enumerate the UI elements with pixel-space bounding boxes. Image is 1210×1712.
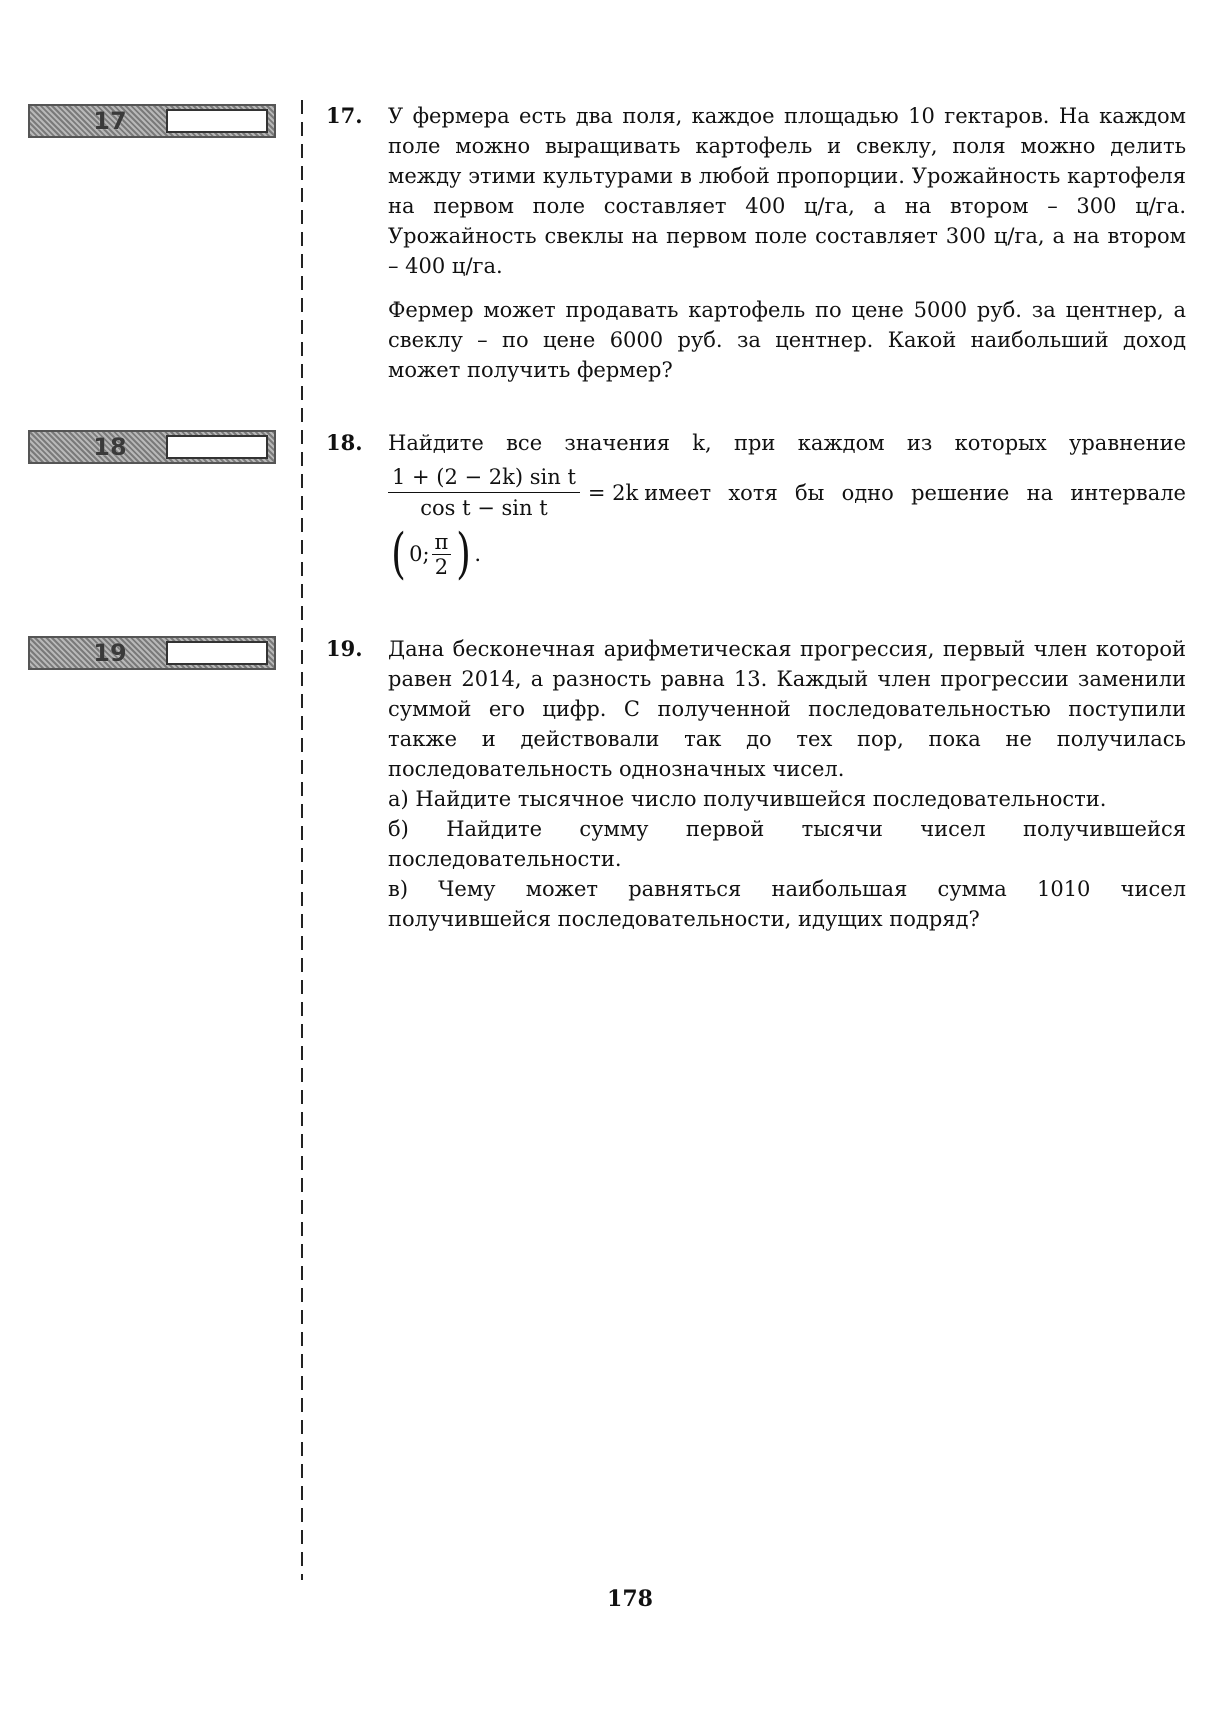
interval-end: . xyxy=(474,542,482,566)
answer-box-label: 19 xyxy=(93,639,127,667)
answer-field[interactable] xyxy=(166,109,268,133)
task-paragraph: Дана бесконечная арифметическая прогрессия, первый член которой равен 2014, а разность равна 13. Каждый член прогрессии заменили суммой его цифр. С полученной последовательностью поступили также и действовали так до тех пор, пока не получилась последовательность однозначных чисел. xyxy=(388,637,1186,781)
page-number: 178 xyxy=(607,1586,653,1612)
subtask-a: а) Найдите тысячное число получившейся последовательности. xyxy=(388,787,1107,811)
answer-box-19 xyxy=(28,636,276,670)
task-intro: Найдите все значения k, при каждом из которых уравнение xyxy=(388,431,1186,455)
dashed-cut-line xyxy=(301,100,303,1580)
task-18 xyxy=(326,428,1186,585)
subtask-c: в) Чему может равняться наибольшая сумма 1010 чисел получившейся последовательности, идущих подряд? xyxy=(388,877,1186,931)
task-17 xyxy=(326,101,1186,399)
interval-right-fraction xyxy=(432,530,452,579)
fraction-numerator: 1 + (2 − 2k) sin t xyxy=(388,464,580,493)
task-paragraph: У фермера есть два поля, каждое площадью 10 гектаров. На каждом поле можно выращивать картофель и свеклу, поля можно делить между этими культурами в любой пропорции. Урожайность картофеля на первом поле составляет 400 ц/га, а на втором – 300 ц/га. Урожайность свеклы на первом поле составляет 300 ц/га, а на втором – 400 ц/га. xyxy=(388,104,1186,278)
task-paragraph: Фермер может продавать картофель по цене 5000 руб. за центнер, а свеклу – по цене 6000 руб. за центнер. Какой наибольший доход может получить фермер? xyxy=(388,298,1186,382)
fraction-denominator: cos t − sin t xyxy=(420,496,548,520)
interval: ( 0; $\frac{\pi}{2}$ ) . xyxy=(391,522,482,585)
denominator-two: 2 xyxy=(434,554,449,579)
equation-rhs: = 2k xyxy=(587,480,639,505)
task-number: 17. xyxy=(326,103,363,128)
task-19 xyxy=(326,634,1186,934)
answer-box-label: 18 xyxy=(93,433,127,461)
answer-box-17 xyxy=(28,104,276,138)
subtask-b: б) Найдите сумму первой тысячи чисел получившейся последовательности. xyxy=(388,817,1186,871)
answer-field[interactable] xyxy=(166,435,268,459)
task-number: 19. xyxy=(326,636,363,661)
answer-box-18 xyxy=(28,430,276,464)
answer-box-label: 17 xyxy=(93,107,127,135)
interval-left: 0; xyxy=(409,542,430,566)
equation-tail-text: имеет хотя бы одно решение на интервале xyxy=(644,480,1186,505)
pi-symbol: π xyxy=(432,530,452,555)
task-number: 18. xyxy=(326,430,363,455)
answer-field[interactable] xyxy=(166,641,268,665)
equation-fraction xyxy=(388,464,580,521)
equation xyxy=(388,464,1186,521)
